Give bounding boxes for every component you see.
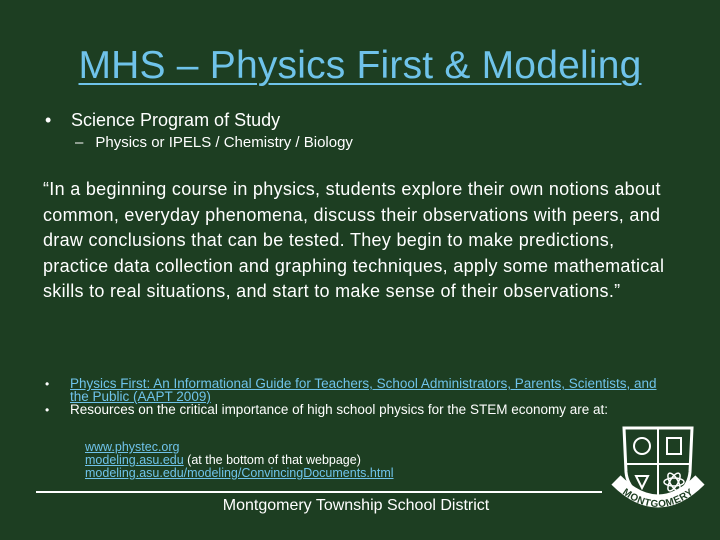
convincing-documents-link[interactable]: modeling.asu.edu/modeling/ConvincingDocuments.html: [85, 466, 394, 480]
footer-divider: [36, 491, 602, 493]
quote-paragraph: “In a beginning course in physics, students explore their own notions about common, everyday phenomena, discuss their observations with peers, and draw conclusions that can be tested. They begin to make predictions, practice data collection and graphing techniques, apply some mathematical skills to real situations, and start to make sense of their observations.”: [43, 179, 665, 301]
resource-links: [85, 441, 394, 480]
modeling-link[interactable]: modeling.asu.edu: [85, 453, 184, 467]
sub-bullet-courses: [75, 134, 353, 151]
slide-title: MHS – Physics First & Modeling: [78, 44, 642, 87]
sub-bullet-dash: –: [75, 134, 84, 151]
reference-item-resources: [45, 403, 665, 416]
aapt-guide-link[interactable]: Physics First: An Informational Guide for Teachers, School Administrators, Parents, Scientists, and the Public (AAPT 2009): [70, 376, 657, 404]
sub-bullet-courses-text: Physics or IPELS / Chemistry / Biology: [95, 134, 353, 151]
bullet-dot: •: [45, 403, 50, 417]
resources-text: Resources on the critical importance of high school physics for the STEM economy are at:: [70, 402, 608, 417]
bullet-program-label: Science Program of Study: [71, 110, 281, 130]
school-crest-logo: [610, 420, 706, 524]
crest-text: MONTGOMERY: [620, 486, 696, 511]
modeling-link-note: (at the bottom of that webpage): [183, 453, 361, 467]
bullet-dot: •: [45, 110, 52, 130]
references-list: [45, 377, 665, 416]
reference-item-aapt: [45, 377, 665, 403]
bullet-dot: •: [45, 377, 50, 391]
link-row-convincing: [85, 467, 394, 480]
phystec-link[interactable]: www.phystec.org: [85, 440, 180, 454]
footer-district-name: Montgomery Township School District: [222, 497, 490, 514]
